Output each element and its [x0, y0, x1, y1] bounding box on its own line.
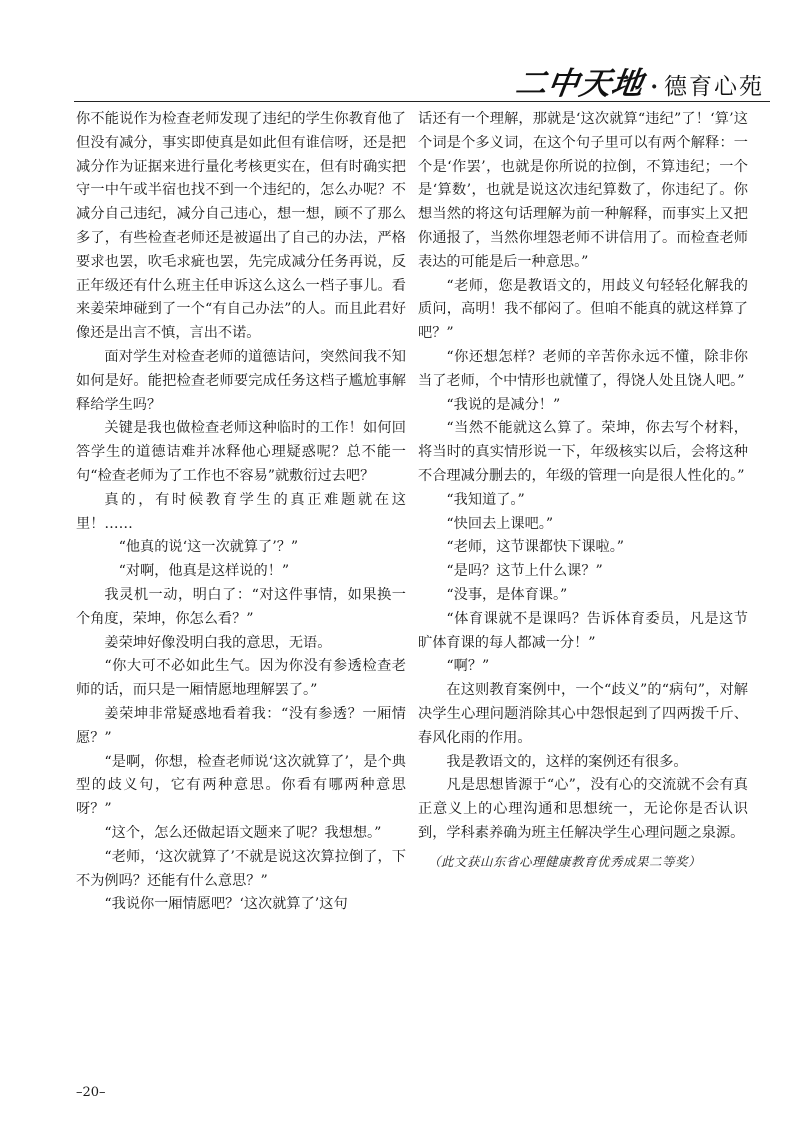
- brand-separator-dot: ·: [650, 74, 658, 100]
- left-text-column: [76, 108, 406, 917]
- paragraph: “我说你一厢情愿吧？‘这次就算了’这句: [104, 896, 348, 913]
- paragraph: “当然不能就这么算了。荣坤，你去写个材料，将当时的真实情形说一下，年级核实以后，会将这种不合理减分删去的，年级的管理一向是很人性化的。”: [418, 420, 748, 484]
- paragraph: 在这则教育案例中，一个“歧义”的“病句”，对解决学生心理问题消除其心中怨恨起到了四两拨千斤、春风化雨的作用。: [418, 682, 748, 746]
- paragraph: 关键是我也做检查老师这种临时的工作！如何回答学生的道德诘难并冰释他心理疑惑呢？总不能一句“检查老师为了工作也不容易”就敷衍过去吧？: [76, 420, 406, 484]
- paragraph: “没事，是体育课。”: [446, 586, 568, 603]
- paragraph: “快回去上课吧。”: [446, 515, 554, 532]
- section-subtitle: 德育心苑: [664, 74, 764, 100]
- paragraph: “我说的是减分！”: [446, 396, 561, 413]
- paragraph: “我知道了。”: [446, 491, 525, 508]
- page-header: [0, 0, 800, 106]
- paragraph: “是啊，你想，检查老师说‘这次就算了’，是个典型的歧义句，它有两种意思。你看有哪两种意思呀？”: [76, 753, 406, 818]
- paragraph: “他真的说‘这一次就算了’？”: [118, 539, 299, 556]
- paragraph: 凡是思想皆源于“心”，没有心的交流就不会有真正意义上的心理沟通和思想统一，无论你是否认识到，学科素养确为班主任解决学生心理问题之泉源。: [418, 777, 748, 841]
- paragraph: “是吗？这节上什么课？”: [446, 563, 603, 580]
- paragraph: “这个，怎么还做起语文题来了呢？我想想。”: [104, 824, 382, 841]
- paragraph: “你还想怎样？老师的辛苦你永远不懂，除非你当了老师，个中情形也就懂了，得饶人处且饶人吧。”: [418, 348, 748, 389]
- paragraph: “体育课就不是课吗？告诉体育委员，凡是这节旷体育课的每人都减一分！”: [418, 610, 748, 651]
- paragraph: “老师，您是教语文的，用歧义句轻轻化解我的质问，高明！我不郁闷了。但咱不能真的就这样算了吧？”: [418, 277, 748, 342]
- paragraph: 面对学生对检查老师的道德诘问，突然间我不知如何是好。能把检查老师要完成任务这档子尴尬事解释给学生吗？: [76, 348, 406, 413]
- paragraph: 我是教语文的，这样的案例还有很多。: [446, 753, 688, 770]
- header-divider: [74, 101, 770, 102]
- paragraph: “老师，这节课都快下课啦。”: [446, 539, 625, 556]
- section-brand: [513, 58, 764, 103]
- award-note: （此文获山东省心理健康教育优秀成果二等奖）: [428, 853, 702, 869]
- right-text-column: [418, 108, 748, 874]
- paragraph: 我灵机一动，明白了：“对这件事情，如果换一个角度，荣坤，你怎么看？”: [76, 586, 406, 627]
- brand-script-title: 二中天地: [513, 66, 647, 102]
- paragraph: 话还有一个理解，那就是‘这次就算“违纪”了！‘算’这个词是个多义词，在这个句子里可以有两个解释：一个是‘作罢’，也就是你所说的拉倒，不算违纪；一个是‘算数’，也就是说这次违纪算数了，你违纪了。你想当然的将这句话理解为前一种解释，而事实上又把你通报了，当然你埋怨老师不讲信用了。而检查老师表达的可能是后一种意思。”: [418, 111, 748, 270]
- paragraph: 真的，有时候教育学生的真正难题就在这里！……: [76, 491, 406, 532]
- paragraph: 你不能说作为检查老师发现了违纪的学生你教育他了但没有减分，事实即使真是如此但有谁信呀，还是把减分作为证据来进行量化考核更实在，但有时确实把守一中午或半宿也找不到一个违纪的，怎么办呢？不减分自己违纪，减分自己违心，想一想，顾不了那么多了，有些检查老师还是被逼出了自己的办法，严格要求也罢，吹毛求疵也罢，先完成减分任务再说，反正年级还有什么班主任申诉这么这么一档子事儿。看来姜荣坤碰到了一个“有自己办法”的人。而且此君好像还是出言不慎，言出不诺。: [76, 111, 406, 342]
- paragraph: “老师，‘这次就算了’不就是说这次算拉倒了，下不为例吗？还能有什么意思？”: [76, 848, 406, 889]
- paragraph: “你大可不必如此生气。因为你没有参透检查老师的话，而只是一厢情愿地理解罢了。”: [76, 658, 406, 699]
- paragraph: 姜荣坤好像没明白我的意思，无语。: [104, 634, 332, 651]
- paragraph: “啊？”: [446, 658, 490, 675]
- paragraph: “对啊，他真是这样说的！”: [118, 563, 290, 580]
- page-number: –20–: [76, 1085, 106, 1100]
- paragraph: 姜荣坤非常疑惑地看着我：“没有参透？一厢情愿？”: [76, 705, 406, 746]
